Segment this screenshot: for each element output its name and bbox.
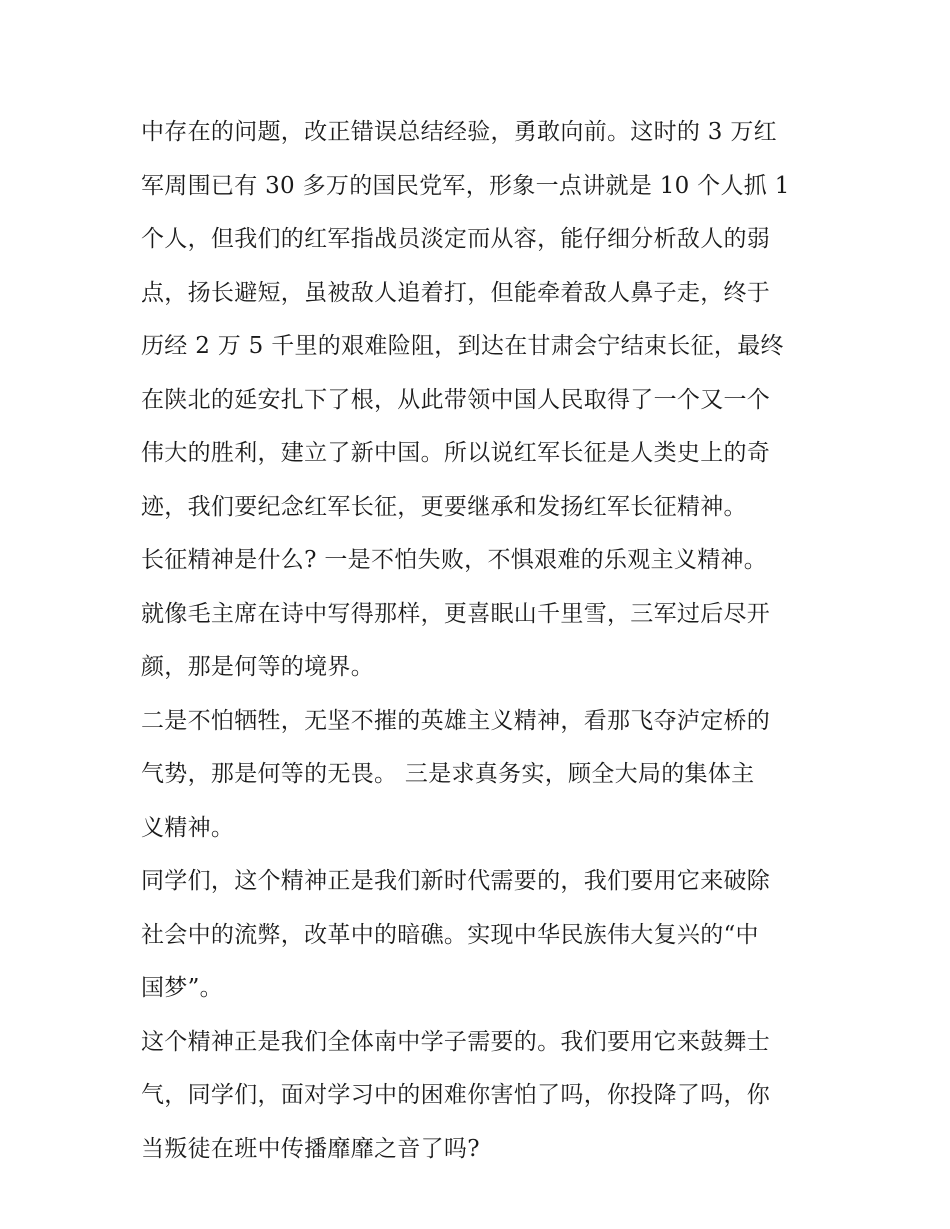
body-text	[141, 106, 821, 1176]
text-line: 这个精神正是我们全体南中学子需要的。我们要用它来鼓舞士	[141, 1028, 771, 1055]
text-line: 历经 2 万 5 千里的艰难险阻，到达在甘肃会宁结束长征，最终	[141, 333, 784, 359]
text-line: 军周围已有 30 多万的国民党军，形象一点讲就是 10 个人抓 1	[141, 172, 790, 199]
text-line: 迹，我们要纪念红军长征，更要继承和发扬红军长征精神。	[141, 493, 747, 520]
text-line: 个人，但我们的红军指战员淡定而从容，能仔细分析敌人的弱	[141, 226, 771, 252]
text-line: 国梦”。	[141, 975, 223, 1001]
text-line: 点，扬长避短，虽被敌人追着打，但能牵着敌人鼻子走，终于	[141, 279, 771, 306]
text-line: 当叛徒在班中传播靡靡之音了吗?	[141, 1135, 480, 1162]
text-line: 就像毛主席在诗中写得那样，更喜眠山千里雪，三军过后尽开	[141, 600, 771, 627]
text-line: 气势，那是何等的无畏。 三是求真务实，顾全大局的集体主	[141, 761, 755, 787]
text-line: 同学们，这个精神正是我们新时代需要的，我们要用它来破除	[141, 868, 771, 894]
text-line: 在陕北的延安扎下了根，从此带领中国人民取得了一个又一个	[141, 386, 771, 413]
text-line: 中存在的问题，改正错误总结经验，勇敢向前。这时的 3 万红	[141, 119, 777, 145]
text-line: 长征精神是什么? 一是不怕失败，不惧艰难的乐观主义精神。	[141, 547, 768, 573]
text-line: 颜，那是何等的境界。	[141, 654, 374, 680]
text-line: 气，同学们，面对学习中的困难你害怕了吗，你投降了吗，你	[141, 1082, 771, 1108]
text-line: 义精神。	[141, 814, 235, 841]
text-line: 社会中的流弊，改革中的暗礁。实现中华民族伟大复兴的“中	[141, 921, 759, 948]
text-line: 伟大的胜利，建立了新中国。所以说红军长征是人类史上的奇	[141, 440, 771, 466]
text-line: 二是不怕牺牲，无坚不摧的英雄主义精神，看那飞夺泸定桥的	[141, 707, 771, 734]
